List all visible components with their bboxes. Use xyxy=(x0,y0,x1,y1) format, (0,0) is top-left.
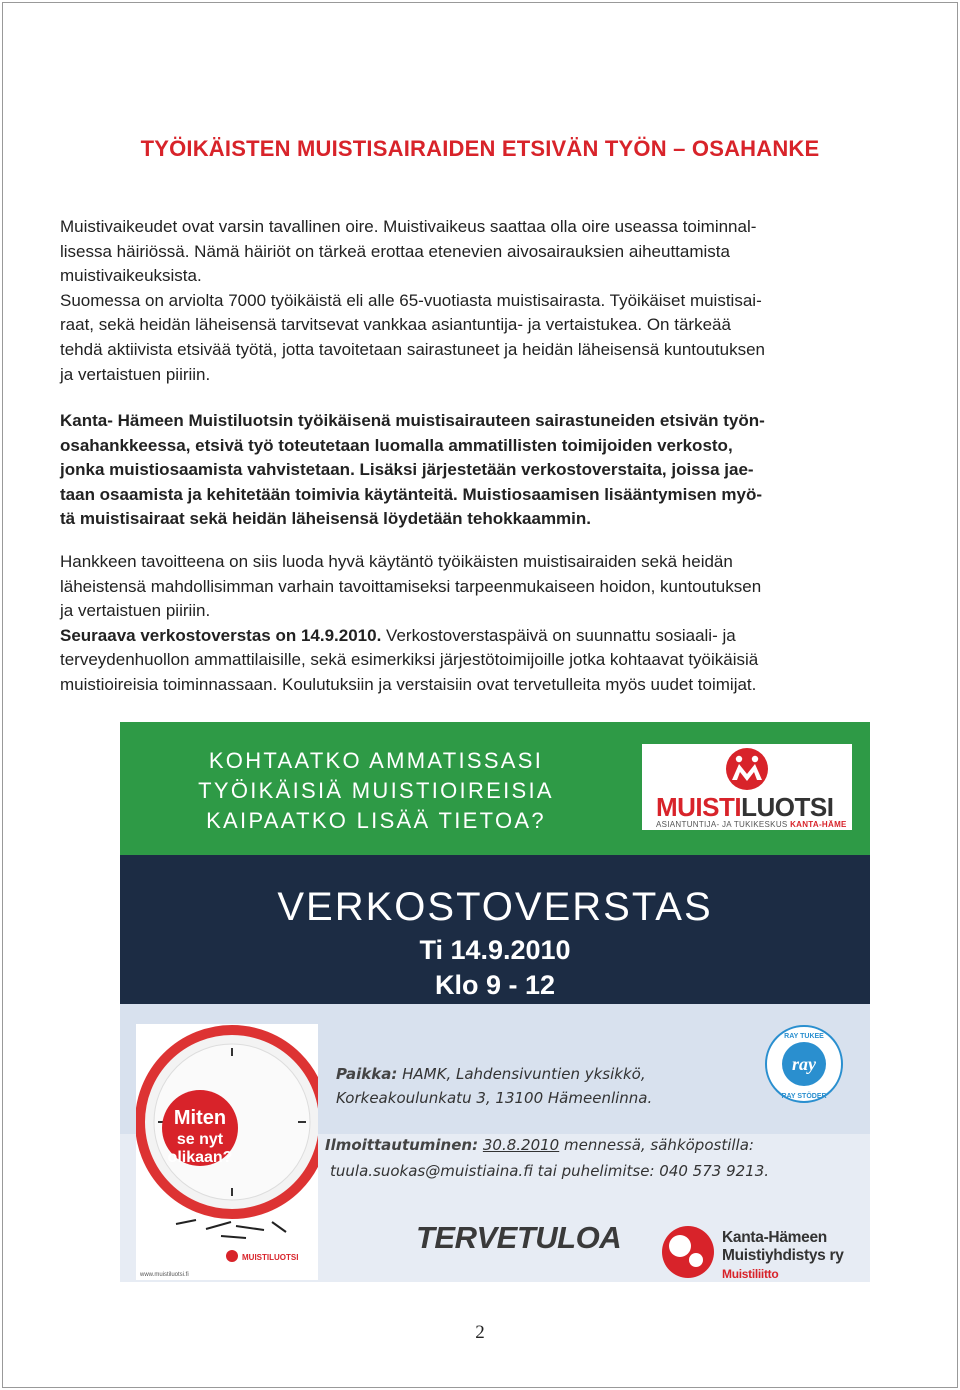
svg-text:RAY TUKEE: RAY TUKEE xyxy=(784,1033,824,1040)
event-date: Ti 14.9.2010 xyxy=(419,935,571,965)
svg-text:se nyt: se nyt xyxy=(176,1131,224,1148)
text-line: jonka muistiosaamista vahvistetaan. Lisäksi järjestetään verkostoverstaita, joissa jae- xyxy=(60,460,754,480)
svg-text:MUISTILUOTSI: MUISTILUOTSI xyxy=(242,1253,299,1262)
text-span: Verkostoverstaspäivä on suunnattu sosiaali- ja xyxy=(381,625,736,645)
logo-tagline: ASIANTUNTIJA- JA TUKIKESKUS KANTA-HÄME xyxy=(656,820,847,829)
venue-line: HAMK, Lahdensivuntien yksikkö, xyxy=(397,1065,646,1083)
goal-paragraph xyxy=(60,550,910,698)
svg-text:Miten: Miten xyxy=(173,1107,227,1129)
text-line: Suomessa on arviolta 7000 työikäistä eli alle 65-vuotiasta muistisairasta. Työikäiset muistisai- xyxy=(60,290,762,310)
registration-label: Ilmoittautuminen: xyxy=(325,1136,479,1154)
svg-text:RAY STÖDER: RAY STÖDER xyxy=(781,1093,827,1100)
muistiluotsi-emblem-icon xyxy=(642,744,852,792)
venue-label: Paikka: xyxy=(336,1065,398,1083)
text-line: raat, sekä heidän läheisensä tarvitsevat vankkaa asiantuntija- ja vertaistukea. On tärkeää xyxy=(60,315,731,335)
text-line: Muistivaikeudet ovat varsin tavallinen oire. Muistivaikeus saattaa olla oire useassa toiminnal- xyxy=(60,217,757,236)
svg-text:ray: ray xyxy=(792,1054,816,1074)
flyer-event-band xyxy=(120,855,870,1004)
text-line: Kanta- Hämeen Muistiluotsin työikäisenä muistisairauteen sairastuneiden etsivän työn- xyxy=(60,411,765,430)
welcome-text: TERVETULOA xyxy=(416,1220,622,1255)
next-workshop-bold: Seuraava verkostoverstas on 14.9.2010. xyxy=(60,625,382,645)
text-line: tehdä aktiivista etsivää työtä, jotta tavoitetaan sairastuneet ja heidän läheisensä kuntoutuksen xyxy=(60,339,766,359)
svg-text:www.muistiluotsi.fi: www.muistiluotsi.fi xyxy=(140,1272,189,1278)
clock-poster-image xyxy=(136,1024,318,1280)
event-title: VERKOSTOVERSTAS xyxy=(277,885,713,929)
text-line: terveydenhuollon ammattilaisille, sekä esimerkiksi järjestötoimijoille jotka kohtaavat työikäisiä xyxy=(60,650,759,670)
event-flyer xyxy=(120,722,870,1282)
text-line: tä muistisairaat sekä heidän läheisensä löydetään tehokkaammin. xyxy=(60,509,592,529)
text-line: lisessa häiriössä. Nämä häiriöt on tärkeä erottaa etenevien aivosairauksien aiheuttamista xyxy=(60,241,730,261)
page-title: TYÖIKÄISTEN MUISTISAIRAIDEN ETSIVÄN TYÖN – OSAHANKE xyxy=(140,136,820,161)
text-line: taan osaamista ja kehitetään toimivia käytänteitä. Muistiosaamisen lisääntymisen myö- xyxy=(60,484,762,504)
registration-info xyxy=(325,1132,769,1184)
svg-text:olikaan?: olikaan? xyxy=(167,1149,233,1166)
question-line: KAIPAATKO LISÄÄ TIETOA? xyxy=(206,808,546,833)
question-line: TYÖIKÄISIÄ MUISTIOIREISIA xyxy=(198,778,554,803)
logo-wordmark: MUISTILUOTSI xyxy=(656,792,834,822)
text-line xyxy=(60,624,910,649)
text-line: muistioireisia toiminnassaan. Koulutuksiin ja verstaisiin ovat tervetulleita myös uudet toimijat. xyxy=(60,674,757,694)
flyer-header xyxy=(120,722,870,855)
event-time: Klo 9 - 12 xyxy=(434,970,556,1000)
venue-info xyxy=(336,1062,652,1110)
venue-address: Korkeakoulunkatu 3, 13100 Hämeenlinna. xyxy=(336,1089,653,1107)
kanta-hame-muistiyhdistys-name: Kanta-Hämeen Muistiyhdistys ry Muistiliitto xyxy=(722,1229,844,1281)
page-number: 2 xyxy=(475,1322,485,1343)
flyer-question xyxy=(156,746,596,836)
intro-paragraph xyxy=(60,215,910,387)
project-paragraph xyxy=(60,409,910,532)
text-line: muistivaikeuksista. xyxy=(60,266,202,286)
text-line: ja vertaistuen piiriin. xyxy=(60,364,211,384)
muistiluotsi-logo xyxy=(642,744,852,830)
question-line: KOHTAATKO AMMATISSASI xyxy=(208,748,544,773)
flyer-details xyxy=(120,1004,870,1282)
registration-deadline: 30.8.2010 xyxy=(482,1136,560,1154)
text-line: ja vertaistuen piiriin. xyxy=(60,601,211,621)
registration-contact: tuula.suokas@muistiaina.fi tai puhelimitse: 040 573 9213. xyxy=(330,1162,770,1180)
text-line: Hankkeen tavoitteena on siis luoda hyvä käytäntö työikäisten muistisairaiden sekä heidän xyxy=(60,552,733,571)
registration-text: mennessä, sähköpostilla: xyxy=(559,1136,754,1154)
text-line: osahankkeessa, etsivä työ toteutetaan luomalla ammatillisten toimijoiden verkosto, xyxy=(60,435,733,455)
text-line: läheistensä mahdollisimman varhain tavoittamiseksi tarpeenmukaiseen hoidon, kuntoutuksen xyxy=(60,576,762,596)
ray-logo-icon xyxy=(764,1024,844,1104)
